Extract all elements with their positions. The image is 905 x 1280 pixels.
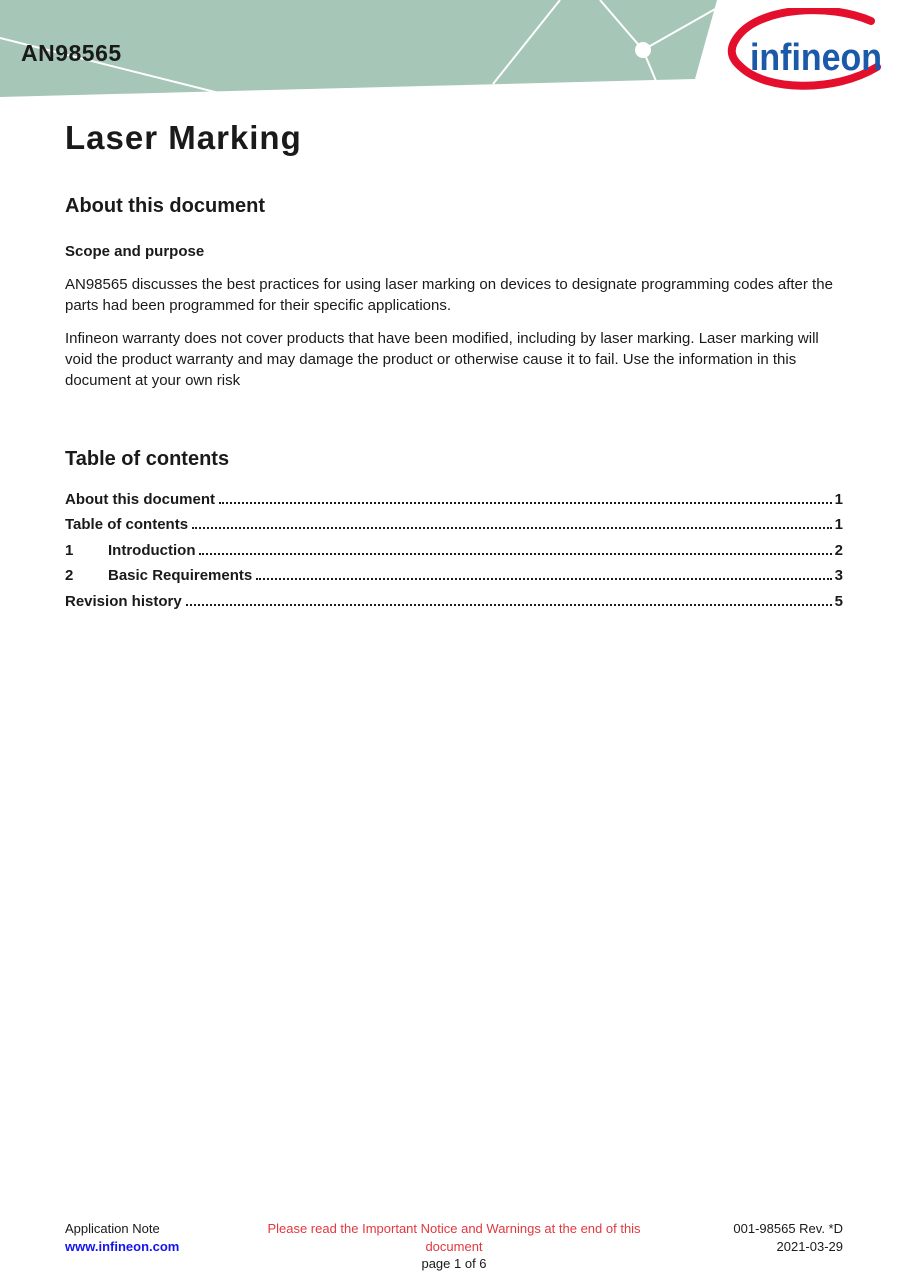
about-heading: About this document — [65, 194, 265, 217]
main-content — [65, 112, 843, 610]
infineon-logo — [718, 8, 888, 94]
scope-paragraph-2: Infineon warranty does not cover products that have been modified, including by laser marking. Laser marking will void the product warranty and may damage the product or otherwise cause it to fail. Use the information in this document at your own risk — [65, 329, 819, 389]
page-footer — [65, 1220, 843, 1273]
footer-date: 2021-03-29 — [776, 1238, 843, 1254]
toc-entry-page: 1 — [834, 490, 843, 508]
page-title: Laser Marking — [65, 119, 302, 156]
footer-notice: Please read the Important Notice and Warnings at the end of this document — [267, 1221, 641, 1254]
toc-entry-label: Revision history — [65, 592, 182, 610]
scope-heading: Scope and purpose — [65, 242, 205, 260]
footer-left — [65, 1220, 265, 1273]
logo-wordmark: infineon — [750, 37, 882, 79]
toc-entry-label: About this document — [65, 490, 215, 508]
toc-entry-page: 2 — [834, 541, 843, 559]
toc-entry-label: Table of contents — [65, 516, 189, 534]
toc-entry-about[interactable] — [65, 483, 843, 508]
toc-leader-dots — [192, 527, 832, 529]
footer-center — [265, 1220, 643, 1273]
toc-leader-dots — [186, 604, 832, 606]
toc-entry-basic-requirements[interactable] — [65, 559, 843, 584]
toc-entry-page: 5 — [834, 592, 843, 610]
toc-entry-page: 1 — [834, 516, 843, 534]
footer-doc-rev: 001-98565 Rev. *D — [733, 1221, 843, 1236]
doc-number: AN98565 — [21, 40, 122, 66]
toc-entry-number: 2 — [65, 567, 74, 585]
scope-paragraph-1: AN98565 discusses the best practices for using laser marking on devices to designate programming codes after the parts had been programmed for their specific applications. — [65, 275, 833, 314]
footer-page-info: page 1 of 6 — [421, 1256, 487, 1271]
toc-leader-dots — [256, 578, 831, 580]
toc-entry-label: Introduction — [108, 541, 196, 559]
toc-entry-label: Basic Requirements — [108, 567, 253, 585]
footer-right — [643, 1220, 843, 1273]
footer-website-link[interactable]: www.infineon.com — [65, 1238, 180, 1254]
toc-leader-dots — [219, 502, 832, 504]
toc-leader-dots — [199, 553, 831, 555]
banner-network-node-icon — [635, 42, 651, 58]
toc-list — [65, 483, 843, 610]
footer-doc-type: Application Note — [65, 1221, 160, 1236]
toc-entry-introduction[interactable] — [65, 533, 843, 558]
toc-heading: Table of contents — [65, 447, 230, 470]
toc-entry-page: 3 — [834, 567, 843, 585]
toc-entry-number: 1 — [65, 541, 74, 559]
toc-entry-revision-history[interactable] — [65, 584, 843, 609]
toc-entry-contents[interactable] — [65, 508, 843, 533]
